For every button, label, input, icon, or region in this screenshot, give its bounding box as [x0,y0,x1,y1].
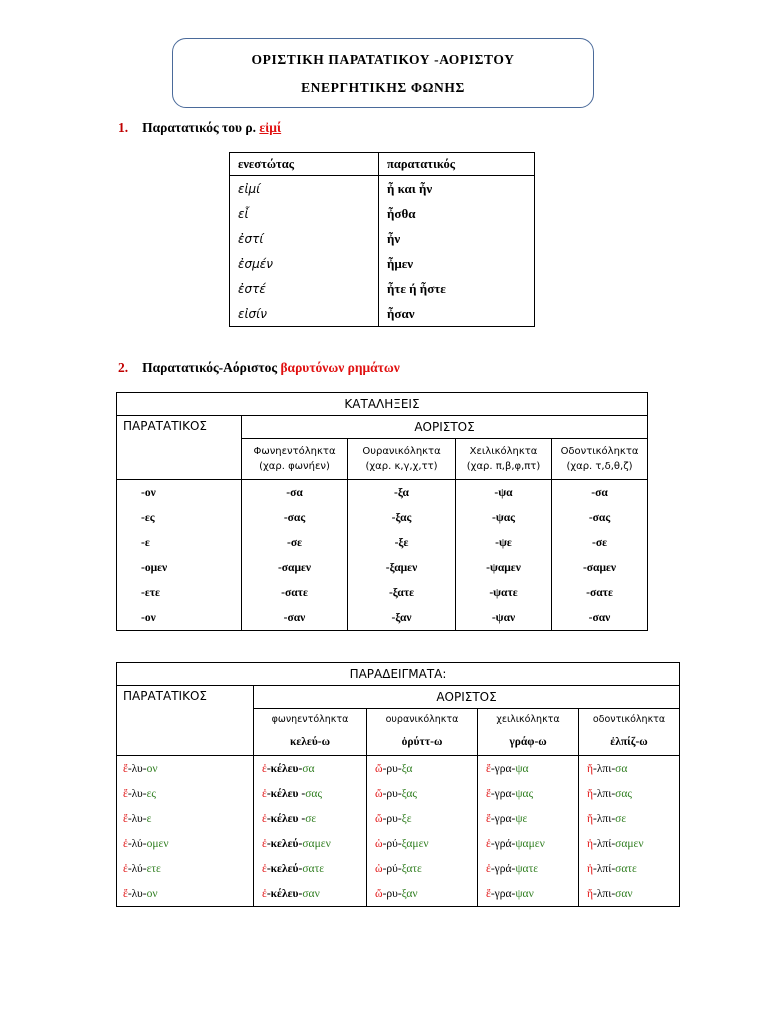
ending-cell: -σας [552,505,648,530]
augment: ἐ [123,862,128,875]
header-imperfect: παρατατικός [379,153,535,176]
augment: ἔ [486,887,491,900]
ending-cell: -σαμεν [552,555,648,580]
table-row [117,881,680,907]
example-cell [117,756,254,782]
stem: -κέλευ - [266,787,306,800]
ending-cell: -ψαμεν [456,555,552,580]
augment: ἔ [486,787,491,800]
stem: -κέλευ - [266,812,306,825]
stem: -λπι- [593,762,616,775]
table-row [230,301,535,327]
stem: -λπι- [593,787,616,800]
stem: -λύ- [127,862,147,875]
stem: -λυ- [127,787,147,800]
ending: σα [615,762,628,775]
augment: ἔ [123,887,128,900]
example-cell [254,881,367,907]
example-subcol-name: ουρανικόληκτα [367,709,478,730]
imperfect-form: ἦ και ἦν [379,176,535,202]
stem: -λυ- [127,762,147,775]
section-1-verb: εἰμί [259,120,282,135]
ending-cell: -σα [242,480,348,506]
augment: ἐ [262,787,267,800]
endings-col-aorist: ΑΟΡΙΣΤΟΣ [242,416,648,439]
ending: ψα [515,762,529,775]
ending: σαν [302,887,320,900]
stem: -λυ- [127,812,147,825]
ending: σαμεν [615,837,644,850]
stem: -κέλευ- [266,762,303,775]
augment: ἔ [123,787,128,800]
augment: ἤ [587,762,594,775]
augment: ἤ [587,887,594,900]
example-cell [367,856,478,881]
stem: -ρύ- [382,862,402,875]
ending-cell: -ξας [348,505,456,530]
table-row [117,605,648,631]
table-row [117,806,680,831]
ending-cell: -σαν [242,605,348,631]
example-subcol-verb: γράφ-ω [478,729,579,756]
example-cell [478,806,579,831]
table-row [117,555,648,580]
example-subcol-name: χειλικόληκτα [478,709,579,730]
examples-table [116,662,680,907]
ending: ψε [515,812,528,825]
ending-cell: -ομεν [117,555,242,580]
ending-cell: -ξα [348,480,456,506]
augment: ὤ [375,887,383,900]
stem: -λύ- [127,837,147,850]
table-row [230,251,535,276]
stem: -κελεύ- [266,837,303,850]
section-1-heading [118,120,281,136]
augment: ὤ [375,762,383,775]
example-cell [254,781,367,806]
present-form: εἶ [230,201,379,226]
example-cell [254,831,367,856]
imperfect-form: ἦμεν [379,251,535,276]
ending-cell: -σα [552,480,648,506]
example-cell [117,831,254,856]
ending-cell: -ε [117,530,242,555]
endings-subcol [242,439,348,480]
augment: ὠ [375,862,383,875]
header-present: ενεστώτας [230,153,379,176]
example-cell [254,856,367,881]
ending: σατε [615,862,637,875]
augment: ἤ [587,787,594,800]
ending: σε [615,812,627,825]
example-subcol-name: φωνηεντόληκτα [254,709,367,730]
ending: σε [305,812,317,825]
subcol-name: Ουρανικόληκτα [362,446,441,457]
augment: ἐ [262,837,267,850]
section-2-heading [118,360,400,376]
endings-title: ΚΑΤΑΛΗΞΕΙΣ [117,393,648,416]
example-cell [117,856,254,881]
section-1-text: Παρατατικός του ρ. [142,120,260,135]
ending: ξαμεν [401,837,429,850]
ending: ομεν [146,837,169,850]
augment: ἐ [262,862,267,875]
subcol-note: (χαρ. φωνήεν) [259,461,330,472]
present-form: εἰσίν [230,301,379,327]
present-form: ἐσμέν [230,251,379,276]
ending-cell: -ετε [117,580,242,605]
subcol-note: (χαρ. τ,δ,θ,ζ) [566,461,633,472]
stem: -γρα- [490,787,516,800]
table-row [117,530,648,555]
example-subcol-verb: ἐλπίζ-ω [579,729,680,756]
stem: -ρυ- [382,887,402,900]
ending: ξα [401,762,413,775]
imperfect-form: ἦσθα [379,201,535,226]
section-2-highlight: βαρυτόνων ρημάτων [280,360,400,375]
stem: -γρα- [490,887,516,900]
ending: ον [146,887,158,900]
stem: -λπι- [593,887,616,900]
ending: σατε [302,862,325,875]
ending: ξαν [401,887,418,900]
example-cell [579,756,680,782]
example-cell [478,856,579,881]
example-cell [254,806,367,831]
augment: ἔ [123,762,128,775]
subcol-note: (χαρ. κ,γ,χ,ττ) [365,461,438,472]
endings-col-imperfect: ΠΑΡΑΤΑΤΙΚΟΣ [117,416,242,480]
ending-cell: -σατε [242,580,348,605]
ending: σαν [615,887,633,900]
example-cell [579,881,680,907]
example-cell [117,806,254,831]
augment: ἐ [486,837,491,850]
example-cell [367,881,478,907]
ending: σαμεν [302,837,331,850]
examples-col-aorist: ΑΟΡΙΣΤΟΣ [254,686,680,709]
example-cell [478,881,579,907]
table-row [117,831,680,856]
augment: ἐ [123,837,128,850]
present-form: εἰμί [230,176,379,202]
augment: ἐ [486,862,491,875]
present-form: ἐστέ [230,276,379,301]
example-cell [478,756,579,782]
title-line-1: ΟΡΙΣΤΙΚΗ ΠΑΡΑΤΑΤΙΚΟΥ -ΑΟΡΙΣΤΟΥ [251,52,515,67]
ending: ξατε [401,862,422,875]
subcol-name: Οδοντικόληκτα [560,446,639,457]
endings-subcol [552,439,648,480]
section-1-number: 1. [118,120,129,135]
example-cell [579,856,680,881]
examples-title: ΠΑΡΑΔΕΙΓΜΑΤΑ: [117,663,680,686]
ending-cell: -σαμεν [242,555,348,580]
table-row [117,480,648,506]
augment: ἐ [262,812,267,825]
title-line-2: ΕΝΕΡΓΗΤΙΚΗΣ ΦΩΝΗΣ [301,80,465,95]
ending: ετε [146,862,161,875]
example-cell [367,781,478,806]
stem: -λπί- [593,862,616,875]
stem: -ρύ- [382,837,402,850]
example-cell [367,806,478,831]
table-row [117,580,648,605]
stem: -λπι- [593,812,616,825]
ending: ψαν [515,887,534,900]
stem: -γρά- [490,837,516,850]
augment: ὠ [375,837,383,850]
ending-cell: -ον [117,480,242,506]
augment: ὤ [375,787,383,800]
augment: ὤ [375,812,383,825]
ending-cell: -ξε [348,530,456,555]
section-2-number: 2. [118,360,129,375]
example-cell [579,806,680,831]
ending-cell: -σε [552,530,648,555]
table-row [230,226,535,251]
augment: ἐ [262,762,267,775]
augment: ἔ [486,812,491,825]
ending-cell: -ψατε [456,580,552,605]
augment: ἔ [486,762,491,775]
example-subcol-verb: ὀρύττ-ω [367,729,478,756]
example-cell [478,831,579,856]
example-subcol-name: οδοντικόληκτα [579,709,680,730]
example-cell [579,831,680,856]
table-row [117,505,648,530]
subcol-name: Χειλικόληκτα [469,446,538,457]
example-cell [478,781,579,806]
table-row [117,756,680,782]
stem: -λυ- [127,887,147,900]
ending: ον [146,762,158,775]
ending-cell: -ον [117,605,242,631]
ending-cell: -σατε [552,580,648,605]
augment: ἐ [262,887,267,900]
imperfect-form: ἦν [379,226,535,251]
subcol-note: (χαρ. π,β,φ,πτ) [466,461,541,472]
ending-cell: -ξαμεν [348,555,456,580]
example-cell [254,756,367,782]
augment: ἠ [587,837,594,850]
ending: ψατε [515,862,539,875]
table-row [230,201,535,226]
stem: -κέλευ- [266,887,303,900]
example-cell [117,781,254,806]
stem: -γρα- [490,762,516,775]
example-cell [367,756,478,782]
ending-cell: -ξαν [348,605,456,631]
ending-cell: -ες [117,505,242,530]
table-row [230,176,535,202]
ending-cell: -ξατε [348,580,456,605]
example-subcol-verb: κελεύ-ω [254,729,367,756]
augment: ἠ [587,862,594,875]
example-cell [117,881,254,907]
stem: -γρα- [490,812,516,825]
endings-table [116,392,648,631]
examples-col-imperfect: ΠΑΡΑΤΑΤΙΚΟΣ [117,686,254,756]
stem: -γρά- [490,862,516,875]
section-2-text: Παρατατικός-Αόριστος [142,360,281,375]
ending-cell: -ψαν [456,605,552,631]
present-form: ἐστί [230,226,379,251]
ending: σας [305,787,322,800]
table-row [117,856,680,881]
ending: ψας [515,787,534,800]
stem: -κελεύ- [266,862,303,875]
table-row [117,781,680,806]
ending: ψαμεν [515,837,545,850]
stem: -λπί- [593,837,616,850]
stem: -ρυ- [382,812,402,825]
augment: ἤ [587,812,594,825]
endings-subcol [348,439,456,480]
ending-cell: -ψα [456,480,552,506]
ending-cell: -σας [242,505,348,530]
stem: -ρυ- [382,762,402,775]
ending-cell: -ψας [456,505,552,530]
augment: ἔ [123,812,128,825]
ending: σας [615,787,632,800]
table-row [230,276,535,301]
ending: σα [302,762,315,775]
ending: ξας [401,787,417,800]
imperfect-form: ἦσαν [379,301,535,327]
ending: ξε [401,812,412,825]
example-cell [579,781,680,806]
title-box [172,38,594,108]
subcol-name: Φωνηεντόληκτα [253,446,336,457]
ending-cell: -σαν [552,605,648,631]
ending: ε [146,812,152,825]
stem: -ρυ- [382,787,402,800]
example-cell [367,831,478,856]
imperfect-eimi-table [229,152,535,327]
imperfect-form: ἦτε ή ἦστε [379,276,535,301]
ending-cell: -ψε [456,530,552,555]
endings-subcol [456,439,552,480]
ending: ες [146,787,156,800]
ending-cell: -σε [242,530,348,555]
